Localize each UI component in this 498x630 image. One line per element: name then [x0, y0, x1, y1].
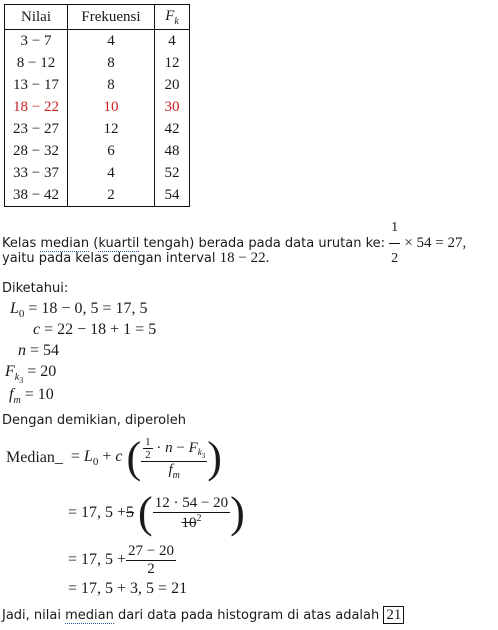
cell-nilai: 33 − 37 [5, 162, 68, 184]
step1-denominator-sup: 2 [196, 512, 202, 524]
diketahui-label: Diketahui: [2, 281, 69, 296]
line1-text-a: Kelas [2, 236, 41, 251]
header-nilai: Nilai [5, 5, 68, 30]
cell-frekuensi: 2 [68, 184, 155, 207]
fm-equation: $f_m = 10$ [9, 386, 54, 407]
line2-interval: 18 − 22. [219, 250, 270, 266]
n-equation: n = 54 [18, 342, 60, 359]
line1-text-b: ( [89, 236, 99, 251]
half-fraction [389, 213, 400, 274]
cell-fk: 20 [155, 74, 190, 96]
interval-line [2, 250, 269, 267]
step2-denominator: 2 [126, 560, 176, 578]
step1-denominator: 10 [181, 514, 197, 531]
cell-frekuensi: 8 [68, 74, 155, 96]
table-row [5, 52, 190, 74]
final-text-a: Jadi, nilai [2, 608, 66, 623]
cell-frekuensi: 4 [68, 30, 155, 53]
line1-tail: × 54 = 27, [404, 235, 467, 251]
cell-fk: 48 [155, 140, 190, 162]
table-row [5, 140, 190, 162]
table-row [5, 162, 190, 184]
step2-prefix: = 17, 5 + [68, 551, 127, 568]
step1-numerator: 12 · 54 − 20 [154, 494, 229, 511]
table-body [5, 30, 190, 207]
cell-nilai: 38 − 42 [5, 184, 68, 207]
line2-text: yaitu pada kelas dengan interval [2, 251, 220, 266]
table-row [5, 74, 190, 96]
median-term-link[interactable]: median [40, 236, 90, 251]
header-fk: $F_k$ [155, 5, 190, 30]
step2-numerator: 27 − 20 [128, 542, 175, 559]
line1-text-c: tengah) berada pada data urutan ke: [139, 236, 390, 251]
cell-nilai: 28 − 32 [5, 140, 68, 162]
median-step2 [68, 540, 176, 580]
cell-fk: 4 [155, 30, 190, 53]
cell-frekuensi: 6 [68, 140, 155, 162]
cell-fk: 30 [155, 96, 190, 118]
frequency-table [4, 4, 190, 207]
median-formula: Median _ = $L_0 + c$ ( $\frac{1}{2}$ · $n - F_{k_3}$ $f_m$ ) [6, 433, 222, 482]
cell-nilai: 8 − 12 [5, 52, 68, 74]
fk3-equation: $F_{k_3} = 20$ [5, 363, 57, 386]
table-row [5, 118, 190, 140]
half-numerator: 1 [391, 220, 399, 235]
dengan-demikian-line: Dengan demikian, diperoleh [2, 413, 186, 428]
cell-nilai: 13 − 17 [5, 74, 68, 96]
median-step3: = 17, 5 + 3, 5 = 21 [68, 580, 188, 597]
final-text-b: dari data pada histogram di atas adalah [113, 608, 384, 623]
final-median-term-link[interactable]: median [65, 608, 114, 623]
l0-equation: $L_0 = 18 - 0$, 5 = 17, 5 [10, 300, 148, 321]
step1-fraction [153, 495, 230, 532]
step2-fraction [126, 543, 176, 578]
table-row [5, 96, 190, 118]
header-frekuensi: Frekuensi [68, 5, 155, 30]
table-header-row [5, 5, 190, 30]
half-denominator: 2 [389, 243, 400, 274]
conclusion-line [2, 607, 404, 624]
cell-nilai: 18 − 22 [5, 96, 68, 118]
cell-fk: 42 [155, 118, 190, 140]
c-equation: c = 22 − 18 + 1 = 5 [33, 321, 157, 338]
table-row [5, 30, 190, 53]
cell-frekuensi: 8 [68, 52, 155, 74]
cell-frekuensi: 12 [68, 118, 155, 140]
kuartil-term-link[interactable]: kuartil [98, 236, 140, 251]
median-fraction: $\frac{1}{2}$ · $n - F_{k_3}$ $f_m$ [141, 436, 207, 481]
cell-fk: 12 [155, 52, 190, 74]
cell-nilai: 23 − 27 [5, 118, 68, 140]
step1-cancelled-c: 5 [126, 504, 135, 521]
cell-nilai: 3 − 7 [5, 30, 68, 53]
cell-frekuensi: 10 [68, 96, 155, 118]
cell-fk: 54 [155, 184, 190, 207]
step1-prefix: = 17, 5 + [68, 504, 127, 521]
final-answer-box: 21 [383, 606, 404, 624]
cell-frekuensi: 4 [68, 162, 155, 184]
cell-fk: 52 [155, 162, 190, 184]
table-row [5, 184, 190, 207]
median-label: Median [6, 449, 55, 466]
median-step1: = 17, 5 + 5 ( $\frac{12 \cdot 54 - 20}{10^2}$ ) [68, 488, 245, 537]
